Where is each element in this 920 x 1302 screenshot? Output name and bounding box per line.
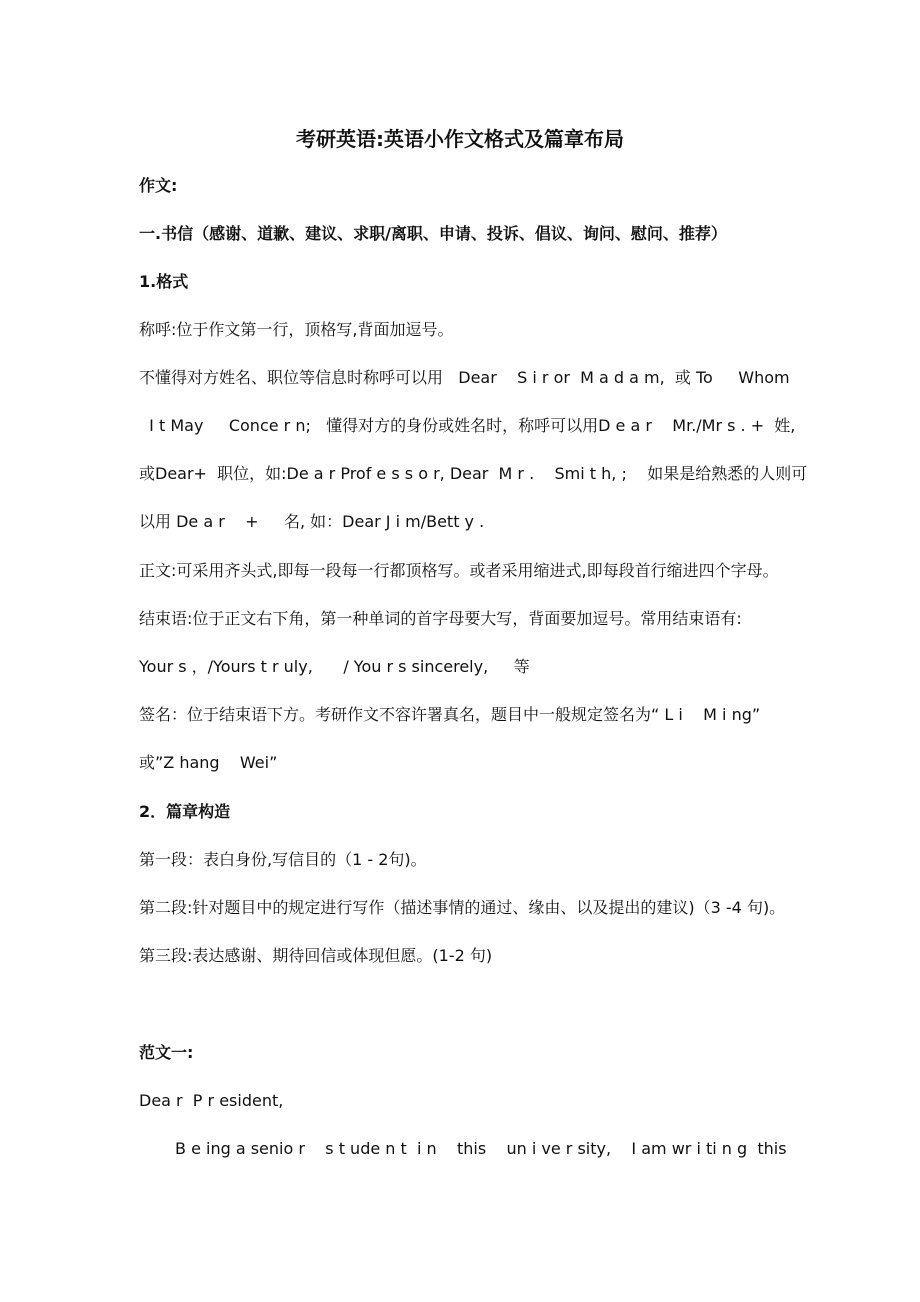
paragraph-signature-example: 或”Z hang Wei”	[139, 753, 278, 772]
section-label-essay: 作文:	[139, 176, 178, 195]
paragraph-salutation-detail-3: 或Dear+ 职位，如:De a r Prof e s s o r, Dear M r . Smi t h, ; 如果是给熟悉的人则可	[139, 464, 808, 483]
subheading-sample-one: 范文一:	[139, 1043, 194, 1062]
paragraph-third-section: 第三段:表达感谢、期待回信或体现但愿。(1-2 句)	[139, 946, 493, 965]
paragraph-salutation-detail-1: 不懂得对方姓名、职位等信息时称呼可以用 Dear S i r or M a d a m, 或 To Whom	[139, 368, 790, 387]
paragraph-closing-examples: Your s ，/Yours t r uly, / You r s sincerely, 等	[139, 657, 530, 676]
paragraph-closing: 结束语:位于正文右下角，第一种单词的首字母要大写，背面要加逗号。常用结束语有:	[139, 609, 742, 628]
paragraph-salutation-detail-4: 以用 De a r + 名, 如：Dear J i m/Bett y .	[139, 512, 485, 531]
paragraph-signature: 签名：位于结束语下方。考研作文不容许署真名，题目中一般规定签名为“ L i M i ng”	[139, 705, 761, 724]
paragraph-second-section: 第二段:针对题目中的规定进行写作（描述事情的通过、缘由、以及提出的建议)（3 -4 句)。	[139, 898, 786, 917]
sample-salutation: Dea r P r esident,	[139, 1091, 284, 1110]
subheading-format: 1.格式	[139, 272, 189, 291]
paragraph-salutation: 称呼:位于作文第一行，顶格写,背面加逗号。	[139, 320, 454, 339]
subheading-structure: 2．篇章构造	[139, 802, 231, 821]
document-title: 考研英语:英语小作文格式及篇章布局	[296, 127, 624, 151]
paragraph-salutation-detail-2: I t May Conce r n; 懂得对方的身份或姓名时，称呼可以用D e a r Mr./Mr s . + 姓,	[139, 416, 796, 435]
section-heading-letters: 一.书信（感谢、道歉、建议、求职/离职、申请、投诉、倡议、询问、慰问、推荐）	[139, 224, 727, 243]
sample-body-first-line: B e ing a senio r s t ude n t i n this un i ve r sity, I am wr i ti n g this	[175, 1139, 787, 1158]
paragraph-first-section: 第一段：表白身份,写信目的（1 - 2句)。	[139, 850, 427, 869]
paragraph-body: 正文:可采用齐头式,即每一段每一行都顶格写。或者采用缩进式,即每段首行缩进四个字母。	[139, 561, 779, 580]
